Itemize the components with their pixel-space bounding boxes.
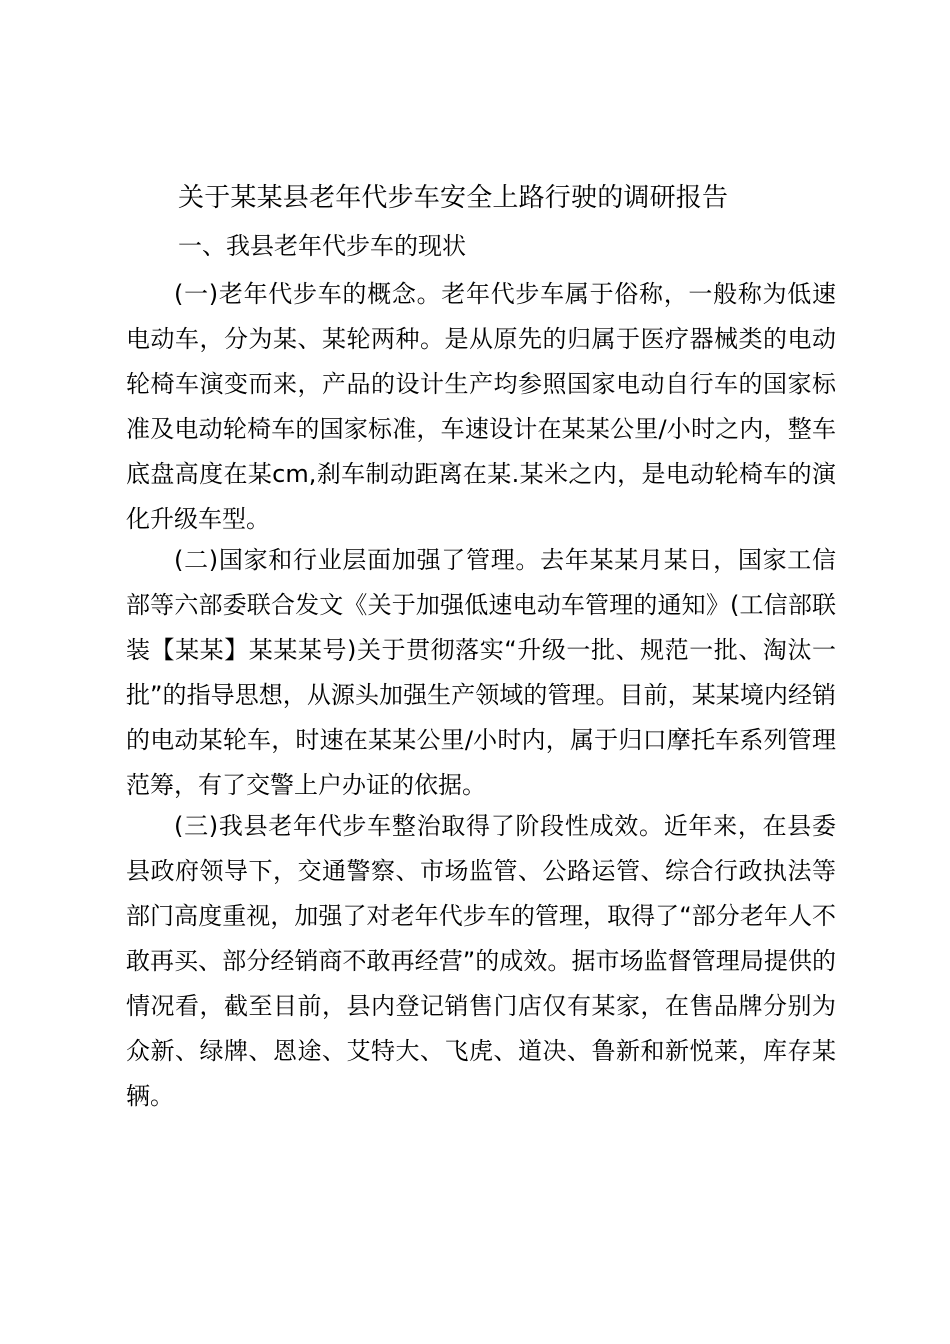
paragraph-results: (三)我县老年代步车整治取得了阶段性成效。近年来，在县委县政府领导下，交通警察、市场监管、公路运管、综合行政执法等部门高度重视，加强了对老年代步车的管理，取得了“部分老年人不敢再买、部分经销商不敢再经营”的成效。据市场监督管理局提供的情况看，截至目前，县内登记销售门店仅有某家，在售品牌分别为众新、绿牌、恩途、艾特大、飞虎、道决、鲁新和新悦莱，库存某辆。 xyxy=(126,812,836,1110)
section-heading: 一、我县老年代步车的现状 xyxy=(178,232,466,260)
paragraph-concept: (一)老年代步车的概念。老年代步车属于俗称，一般称为低速电动车，分为某、某轮两种。是从原先的归属于医疗器械类的电动轮椅车演变而来，产品的设计生产均参照国家电动自行车的国家标准及电动轮椅车的国家标准，车速设计在某某公里/小时之内，整车底盘高度在某cm,刹车制动距离在某.某米之内，是电动轮椅车的演化升级车型。 xyxy=(126,280,836,533)
document-title: 关于某某县老年代步车安全上路行驶的调研报告 xyxy=(178,183,729,213)
paragraph-management: (二)国家和行业层面加强了管理。去年某某月某日，国家工信部等六部委联合发文《关于加强低速电动车管理的通知》(工信部联装【某某】某某某号)关于贯彻落实“升级一批、规范一批、淘汰一批”的指导思想，从源头加强生产领域的管理。目前，某某境内经销的电动某轮车，时速在某某公里/小时内，属于归口摩托车系列管理范筹，有了交警上户办证的依据。 xyxy=(126,546,836,799)
